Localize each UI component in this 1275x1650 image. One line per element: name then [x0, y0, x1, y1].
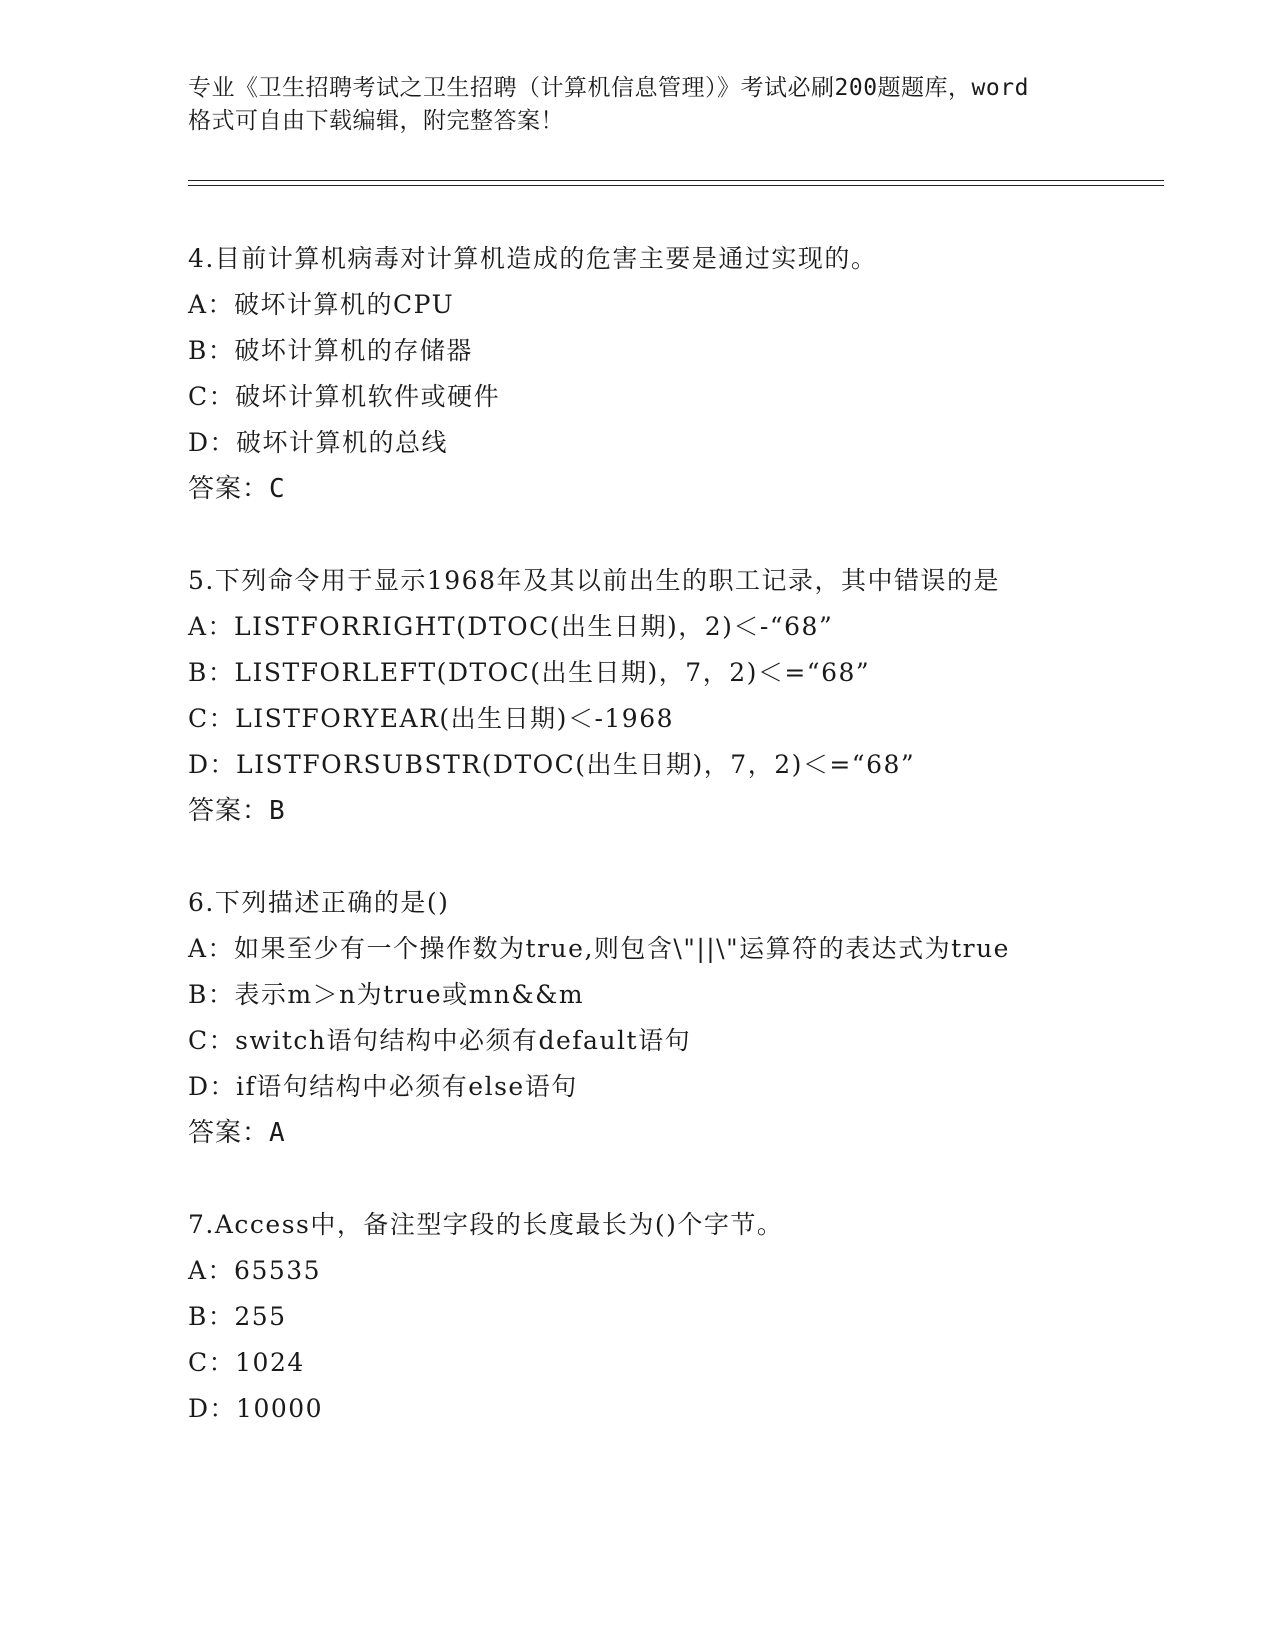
option-a: A：65535: [188, 1256, 322, 1285]
question-4: [188, 236, 1148, 512]
answer-line: 答案：B: [188, 796, 286, 826]
question-stem: 7.Access中，备注型字段的长度最长为()个字节。: [188, 1210, 784, 1239]
document-header: [188, 72, 1088, 138]
question-stem: 5.下列命令用于显示1968年及其以前出生的职工记录，其中错误的是: [188, 566, 1000, 595]
option-c: C：switch语句结构中必须有default语句: [188, 1026, 692, 1055]
question-7: [188, 1202, 1148, 1432]
option-c: C：破坏计算机软件或硬件: [188, 382, 501, 411]
question-stem: 4.目前计算机病毒对计算机造成的危害主要是通过实现的。: [188, 244, 878, 273]
option-d: D：10000: [188, 1394, 324, 1423]
option-d: D：if语句结构中必须有else语句: [188, 1072, 578, 1101]
answer-line: 答案：C: [188, 474, 286, 504]
header-divider-bottom: [188, 185, 1164, 186]
option-b: B：LISTFORLEFT(DTOC(出生日期)，7，2)＜=“68”: [188, 658, 871, 687]
option-b: B：表示m＞n为true或mn&&m: [188, 980, 585, 1009]
header-divider-top: [188, 180, 1164, 181]
option-a: A：LISTFORRIGHT(DTOC(出生日期)，2)＜-“68”: [188, 612, 834, 641]
option-b: B：255: [188, 1302, 287, 1331]
option-c: C：1024: [188, 1348, 305, 1377]
answer-line: 答案：A: [188, 1118, 286, 1148]
option-b: B：破坏计算机的存储器: [188, 336, 473, 365]
question-list: [188, 236, 1148, 1478]
option-a: A：破坏计算机的CPU: [188, 290, 455, 319]
header-line-1: 专业《卫生招聘考试之卫生招聘（计算机信息管理）》考试必刷200题题库，word: [188, 75, 1029, 101]
option-a: A：如果至少有一个操作数为true,则包含\"||\"运算符的表达式为true: [188, 934, 1010, 963]
option-c: C：LISTFORYEAR(出生日期)＜-1968: [188, 704, 675, 733]
header-line-2: 格式可自由下载编辑，附完整答案！: [188, 108, 564, 134]
option-d: D：LISTFORSUBSTR(DTOC(出生日期)，7，2)＜=“68”: [188, 750, 916, 779]
question-5: [188, 558, 1148, 834]
option-d: D：破坏计算机的总线: [188, 428, 449, 457]
question-stem: 6.下列描述正确的是(): [188, 888, 450, 917]
question-6: [188, 880, 1148, 1156]
